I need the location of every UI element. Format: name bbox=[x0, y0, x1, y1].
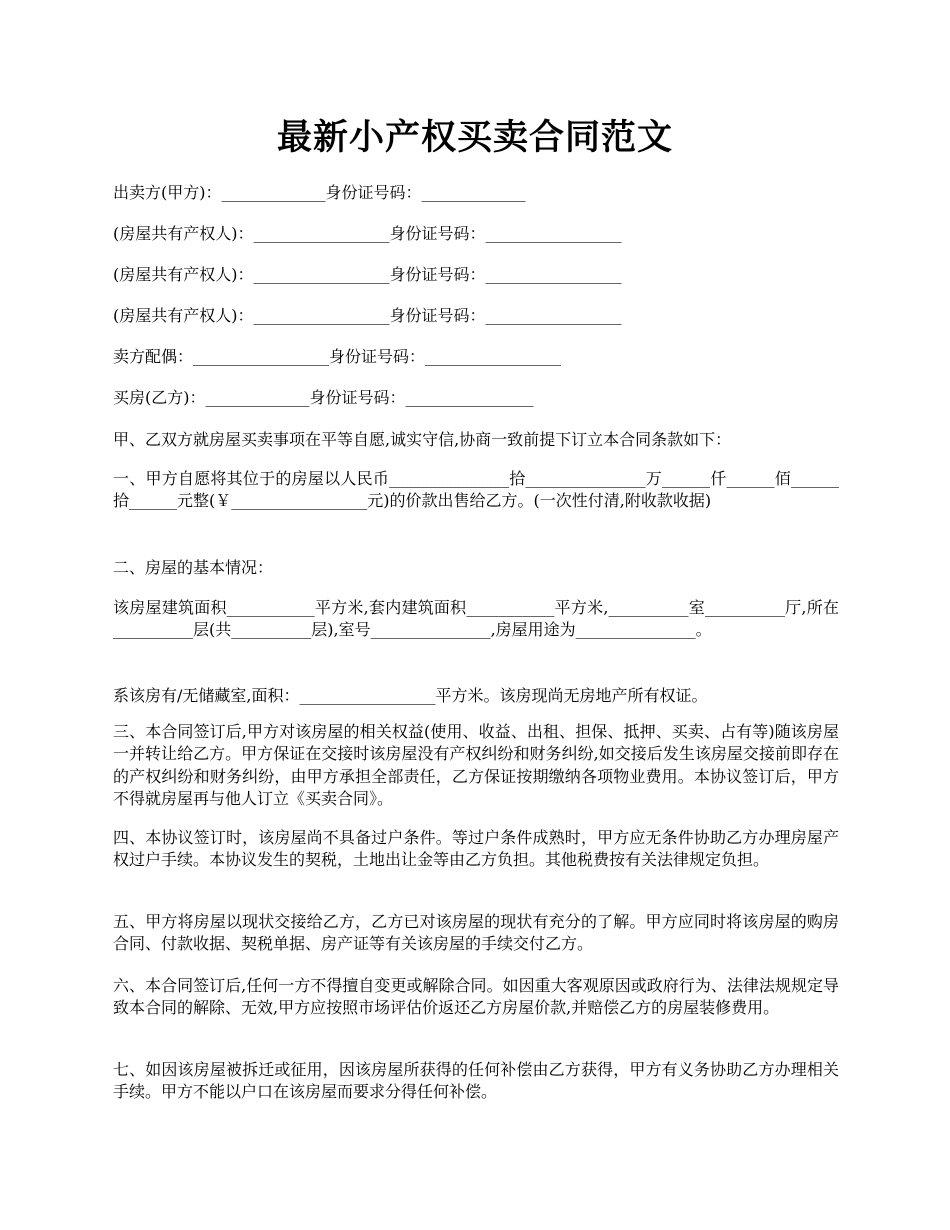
party-co-owner-line: (房屋共有产权人)：_________________身份证号码：_________________ bbox=[113, 265, 622, 284]
party-co-owner-line: (房屋共有产权人)：_________________身份证号码：_________________ bbox=[113, 306, 622, 325]
party-seller-spouse-line: 卖方配偶：_________________身份证号码：_________________ bbox=[113, 347, 562, 366]
clause-2-house-info: 该房屋建筑面积___________平方米,套内建筑面积___________平方米,__________室__________厅,所在__________层(共__________层),室号_______________,房屋用途为_______________。 bbox=[113, 598, 839, 640]
clause-5-handover: 五、甲方将房屋以现状交接给乙方，乙方已对该房屋的现状有充分的了解。甲方应同时将该房屋的购房合同、付款收据、契税单据、房产证等有关该房屋的手续交付乙方。 bbox=[113, 912, 839, 954]
clause-1-price: 一、甲方自愿将其位于的房屋以人民币_______________拾_______________万______仟______佰______拾______元整(￥_________________元)的价款出售给乙方。(一次性付清,附收款收据) bbox=[113, 469, 839, 511]
document-title: 最新小产权买卖合同范文 bbox=[276, 117, 673, 158]
clause-2-storage: 系该房有/无储藏室,面积：_________________平方米。该房现尚无房地产所有权证。 bbox=[113, 686, 708, 705]
clause-2-heading: 二、房屋的基本情况： bbox=[113, 558, 274, 577]
clause-3-rights-transfer: 三、本合同签订后,甲方对该房屋的相关权益(使用、收益、出租、担保、抵押、买卖、占有等)随该房屋一并转让给乙方。甲方保证在交接时该房屋没有产权纠纷和财务纠纷,如交接后发生该房屋交接前即存在的产权纠纷和财务纠纷，由甲方承担全部责任，乙方保证按期缴纳各项物业费用。本协议签订后，甲方不得就房屋再与他人订立《买卖合同》。 bbox=[113, 722, 839, 809]
party-seller-line: 出卖方(甲方)：_____________身份证号码：_____________ bbox=[113, 183, 526, 202]
contract-intro: 甲、乙双方就房屋买卖事项在平等自愿,诚实守信,协商一致前提下订立本合同条款如下： bbox=[113, 430, 732, 449]
clause-6-termination: 六、本合同签订后,任何一方不得擅自变更或解除合同。如因重大客观原因或政府行为、法律法规规定导致本合同的解除、无效,甲方应按照市场评估价返还乙方房屋价款,并赔偿乙方的房屋装修费用。 bbox=[113, 976, 839, 1018]
party-co-owner-line: (房屋共有产权人)：_________________身份证号码：_________________ bbox=[113, 224, 622, 243]
party-buyer-line: 买房(乙方)：_____________身份证号码：________________ bbox=[113, 388, 534, 407]
clause-4-transfer-conditions: 四、本协议签订时，该房屋尚不具备过户条件。等过户条件成熟时，甲方应无条件协助乙方办理房屋产权过户手续。本协议发生的契税，土地出让金等由乙方负担。其他税费按有关法律规定负担。 bbox=[113, 828, 839, 870]
clause-7-demolition: 七、如因该房屋被拆迁或征用，因该房屋所获得的任何补偿由乙方获得，甲方有义务协助乙方办理相关手续。甲方不能以户口在该房屋而要求分得任何补偿。 bbox=[113, 1060, 839, 1102]
